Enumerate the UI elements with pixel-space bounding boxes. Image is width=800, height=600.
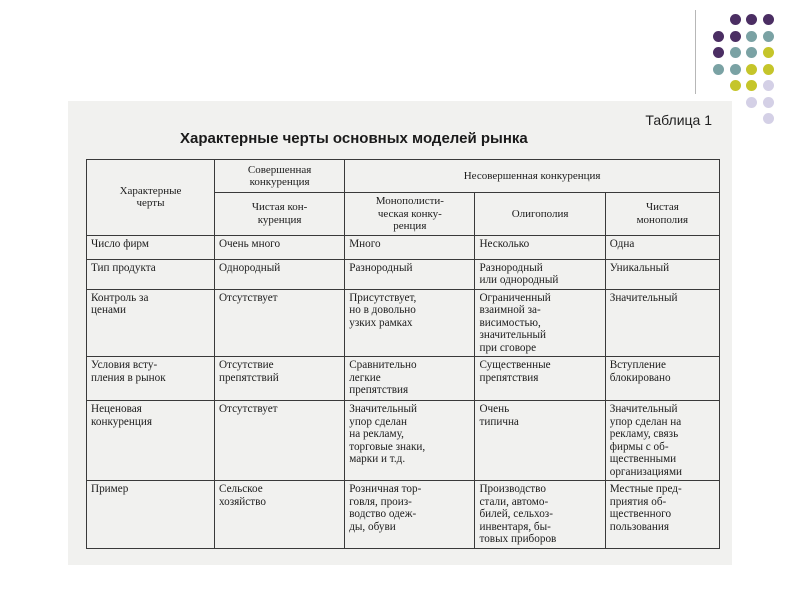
decorative-dot (763, 31, 774, 42)
table-cell: Несколько (475, 235, 605, 259)
row-label: Контроль за ценами (87, 289, 215, 357)
table-cell: Одна (605, 235, 719, 259)
decorative-dot (713, 31, 724, 42)
table-cell: Местные пред- приятия об- щественного пользования (605, 481, 719, 549)
table-cell: Сравнительно легкие препятствия (345, 357, 475, 401)
row-label: Неценовая конкуренция (87, 401, 215, 481)
row-label: Тип продукта (87, 259, 215, 289)
row-label: Число фирм (87, 235, 215, 259)
decorative-dot (730, 14, 741, 25)
table-cell: Отсутствует (214, 289, 344, 357)
table-row (87, 259, 720, 289)
table-cell: Разнородный или однородный (475, 259, 605, 289)
table-row (87, 235, 720, 259)
header-pure-monopoly: Чистая монополия (605, 193, 719, 236)
decorative-dot (730, 80, 741, 91)
table-cell: Однородный (214, 259, 344, 289)
decorative-dot (746, 47, 757, 58)
divider-line (695, 10, 696, 94)
table-cell: Ограниченный взаимной за- висимостью, значительный при сговоре (475, 289, 605, 357)
table-cell: Очень много (214, 235, 344, 259)
table-cell: Значительный (605, 289, 719, 357)
table-row (87, 481, 720, 549)
header-pure-competition: Чистая кон- куренция (214, 193, 344, 236)
header-monopolistic: Монополисти- ческая конку- ренция (345, 193, 475, 236)
table-cell: Уникальный (605, 259, 719, 289)
table-cell: Значительный упор сделан на рекламу, связь фирмы с об- щественными организациями (605, 401, 719, 481)
decorative-dot (730, 47, 741, 58)
table-cell: Производство стали, автомо- билей, сельхоз- инвентаря, бы- товых приборов (475, 481, 605, 549)
decorative-dot (763, 14, 774, 25)
decorative-dot (730, 64, 741, 75)
table-title: Характерные черты основных моделей рынка (180, 130, 528, 147)
table-row (87, 357, 720, 401)
table-cell: Вступление блокировано (605, 357, 719, 401)
header-features: Характерные черты (87, 160, 215, 236)
table-cell: Много (345, 235, 475, 259)
decorative-dot (713, 47, 724, 58)
decorative-dot (746, 97, 757, 108)
decorative-dot (746, 80, 757, 91)
decorative-dot (763, 97, 774, 108)
table-cell: Отсутствует (214, 401, 344, 481)
decorative-dot (763, 113, 774, 124)
decorative-dot (763, 64, 774, 75)
decorative-dot (746, 64, 757, 75)
header-perfect-competition: Совершенная конкуренция (214, 160, 344, 193)
table-cell: Разнородный (345, 259, 475, 289)
market-models-table (86, 159, 720, 549)
decorative-dot (713, 64, 724, 75)
table-caption: Таблица 1 (645, 112, 712, 128)
table-cell: Розничная тор- говля, произ- водство одеж- ды, обуви (345, 481, 475, 549)
row-label: Пример (87, 481, 215, 549)
table-cell: Присутствует, но в довольно узких рамках (345, 289, 475, 357)
table-row (87, 289, 720, 357)
row-label: Условия всту- пления в рынок (87, 357, 215, 401)
table-cell: Сельское хозяйство (214, 481, 344, 549)
decorative-dot (746, 14, 757, 25)
decorative-dot (746, 31, 757, 42)
decorative-dot (763, 47, 774, 58)
table-row (87, 401, 720, 481)
decorative-dot (763, 80, 774, 91)
table-cell: Отсутствие препятствий (214, 357, 344, 401)
decorative-dot (730, 31, 741, 42)
table-cell: Очень типична (475, 401, 605, 481)
header-oligopoly: Олигополия (475, 193, 605, 236)
table-cell: Значительный упор сделан на рекламу, торговые знаки, марки и т.д. (345, 401, 475, 481)
table-cell: Существенные препятствия (475, 357, 605, 401)
header-imperfect-competition: Несовершенная конкуренция (345, 160, 720, 193)
scanned-table-image (68, 101, 732, 565)
